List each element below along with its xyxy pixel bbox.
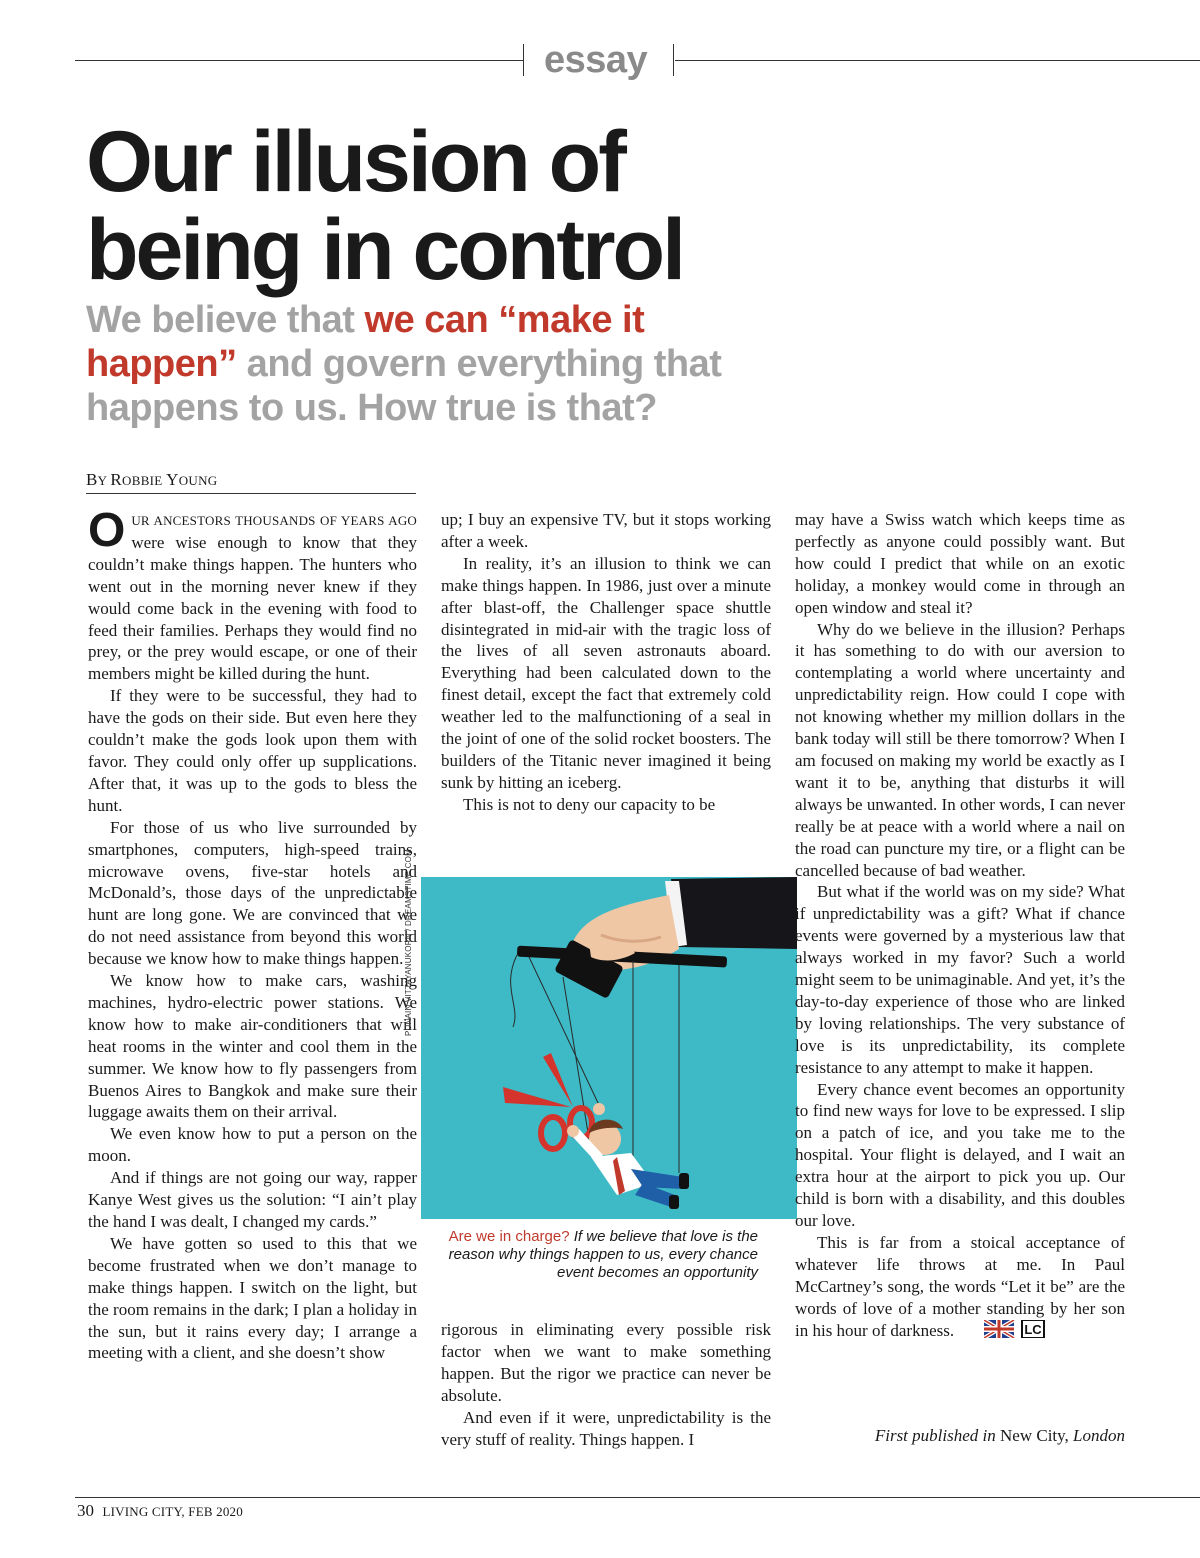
headline-line-1: Our illusion of [86, 114, 624, 210]
headline [86, 114, 986, 298]
deck-part-2: and govern everything that happens to us. How true is that? [86, 343, 722, 429]
paragraph-10-continued: may have a Swiss watch which keeps time as perfectly as anyone could possibly want. But how could I predict that while on an exotic holiday, a monkey would come in through an open window and steal it? [795, 510, 1125, 617]
lc-logo: LC [1024, 1321, 1042, 1337]
byline-author-initial-1: R [110, 470, 123, 489]
paragraph-9-end: rigorous in eliminating every possible risk factor when we want to make something happen. But the rigor we practice can never be absolute. [441, 1320, 771, 1405]
deck [86, 298, 766, 430]
byline-author-rest-2: OUNG [178, 473, 218, 488]
deck-part-1: We believe that [86, 299, 365, 341]
article-column-1 [88, 504, 417, 1364]
paragraph-14 [795, 1232, 1125, 1344]
article-column-3 [795, 509, 1125, 1344]
pub-note-place: London [1068, 1426, 1125, 1445]
pub-note-prefix: First published in [874, 1426, 996, 1445]
byline-author-rest-1: OBBIE [122, 473, 167, 488]
paragraph-11: Why do we believe in the illusion? Perhaps it has something to do with our aversion to contemplating a world where uncertainty and unpredictability reign. How could I cope with not knowing whether my million dollars in the bank today will still be there tomorrow? When I am focused on making my world be exactly as I want it to be, anything that disturbs it will always be unwanted. In other words, I can never really be at peace with a world where a nail on the road can puncture my tire, or a flight can be cancelled because of bad weather. [795, 619, 1125, 880]
paragraph-4: We know how to make cars, washing machines, hydro-electric power stations. We know how to make air-conditioners that will heat rooms in the winter and cool them in the summer. We know how to fly passengers from Buenos Aires to Bangkok and make sure their luggage awaits them on their arrival. [88, 971, 417, 1122]
paragraph-13: Every chance event becomes an opportunity to find new ways for love to be expressed. I slip on a patch of ice, and you take me to the hospital. Your flight is delayed, and I wait an extra hour at the airport to pick you up. Our child is born with a disability, and this doubles our love. [795, 1079, 1125, 1230]
paragraph-1-rest: were wise enough to know that they couldn’t make things happen. The hunters who went out in the morning never knew if they would come back in the evening with food to feed their families. Perhaps they would find no prey, or the prey would escape, or one of their members might be killed during the hunt. [88, 532, 417, 684]
deck-highlight: we can “make it happen” [86, 299, 645, 385]
article-column-2-bottom [441, 1319, 771, 1450]
opening-small-caps: UR ANCESTORS THOUSANDS OF YEARS AGO [131, 513, 417, 528]
drop-cap: O [88, 504, 126, 557]
section-rule-right [675, 60, 1200, 61]
byline [86, 470, 416, 494]
paragraph-12: But what if the world was on my side? What if unpredictability was a gift? What if chance events were governed by a mysterious law that always worked in my favor? Such a world might seem to be unimaginable. And yet, it’s the day-to-day experience of those who are linked by loving relationships. The very substance of love is its unpredictability, its complete resistance to any attempt to make it happen. [795, 882, 1125, 1077]
footer-rule [75, 1497, 1200, 1498]
image-caption [440, 1228, 758, 1282]
paragraph-5: We even know how to put a person on the moon. [88, 1124, 417, 1166]
end-marks [962, 1320, 1046, 1344]
byline-author-initial-2: Y [166, 470, 179, 489]
image-credit: PUNAIN VITTAYANUKORN / DREAMSTIME.COM [404, 849, 413, 1036]
paragraph-9-start: This is not to deny our capacity to be [463, 794, 716, 814]
page-number: 30 [77, 1501, 94, 1520]
byline-prefix-sc: Y [97, 473, 111, 488]
paragraph-6: And if things are not going our way, rapper Kanye West gives us the solution: “I ain’t play the hand I was dealt, I changed my cards.” [88, 1168, 417, 1231]
section-tick-right [673, 44, 674, 76]
puppet-illustration [421, 877, 797, 1219]
paragraph-7-continued: up; I buy an expensive TV, but it stops working after a week. [441, 510, 771, 551]
section-rule-left [75, 60, 523, 61]
headline-line-2: being in control [86, 202, 683, 298]
paragraph-2: If they were to be successful, they had to have the gods on their side. But even here they couldn’t make the gods look upon them with favor. They could only offer up supplications. After that, it was up to the gods to bless the hunt. [88, 686, 417, 815]
paragraph-1 [88, 504, 417, 685]
section-tick-left [523, 44, 524, 76]
publication-note [795, 1426, 1125, 1446]
uk-flag-icon [984, 1320, 1046, 1338]
byline-prefix: B [86, 470, 98, 489]
paragraph-3: For those of us who live surrounded by smartphones, computers, high-speed trains, microwave ovens, five-star hotels and McDonald’s, those days of the unpredictable hunt are long gone. We are convinced that we do not need assistance from beyond this world because we know how to make things happen. [88, 817, 417, 969]
puppet-illustration-art [421, 877, 797, 1219]
section-label: essay [544, 39, 648, 81]
footer-publication: LIVING CITY, FEB 2020 [102, 1504, 243, 1519]
caption-lead: Are we in charge? [448, 1228, 570, 1245]
paragraph-10: And even if it were, unpredictability is the very stuff of reality. Things happen. I [441, 1407, 771, 1449]
article-column-2-top [441, 509, 771, 816]
folio [77, 1501, 243, 1521]
paragraph-14-text: This is far from a stoical acceptance of whatever life throws at me. In Paul McCartney’s song, the words “Let it be” are the words of love of a mother standing by her son in his hour of darkness. [795, 1232, 1125, 1340]
caption-rest: If we believe that love is the reason why things happen to us, every chance event becomes an opportunity [448, 1228, 758, 1281]
paragraph-8: In reality, it’s an illusion to think we can make things happen. In 1986, just over a minute after blast-off, the Challenger space shuttle disintegrated in mid-air with the tragic loss of the lives of all seven astronauts aboard. Everything had been calculated down to the finest detail, except the fact that extremely cold weather led to the malfunctioning of a seal in the joint of one of the solid rocket boosters. The builders of the Titanic never imagined it being sunk by hitting an iceberg. [441, 553, 771, 792]
pub-note-name: New City, [995, 1426, 1069, 1445]
paragraph-7: We have gotten so used to this that we become frustrated when we don’t manage to make things happen. I switch on the light, but the room remains in the dark; I plan a holiday in the sun, but it rains every day; I arrange a meeting with a client, and she doesn’t show [88, 1233, 417, 1363]
